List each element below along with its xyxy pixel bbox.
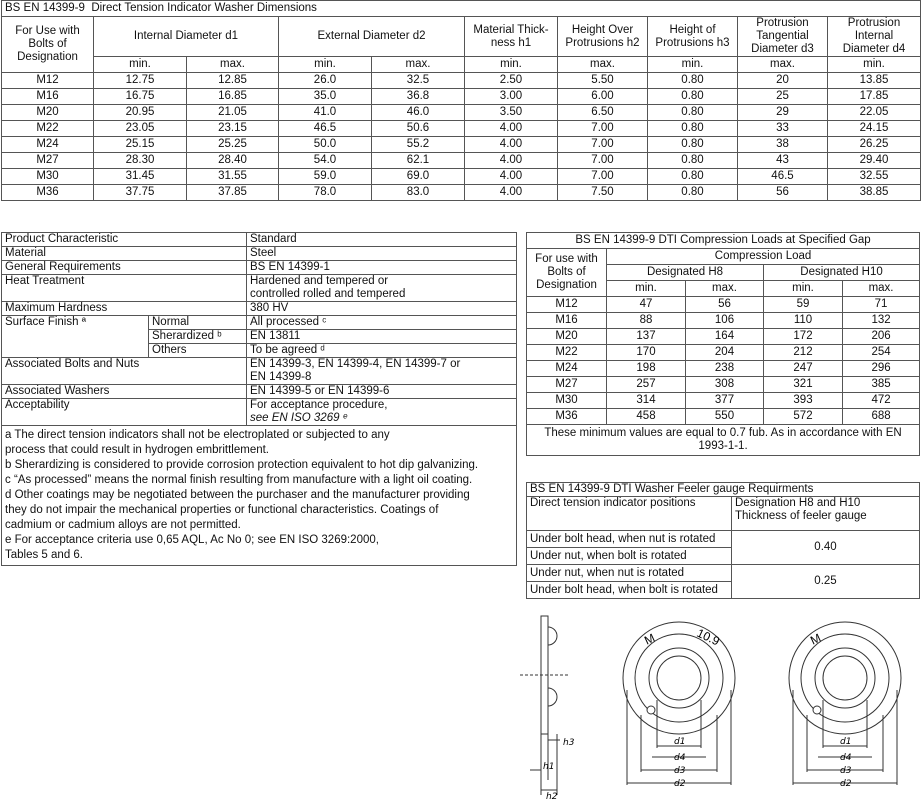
char-surface-type: Others — [149, 344, 247, 358]
footnote-line: they do not impair the mechanical properties or functional characteristics. Coatings of — [5, 504, 439, 516]
bolt-designation: M12 — [2, 73, 94, 89]
load-cell: 172 — [764, 329, 843, 345]
bolt-designation: M16 — [527, 313, 607, 329]
washer2-mark-m: M — [808, 630, 824, 648]
sub-header: min. — [648, 57, 738, 73]
dimension-cell: 41.0 — [279, 105, 372, 121]
dimension-cell: 5.50 — [558, 73, 648, 89]
dimension-cell: 46.5 — [738, 169, 828, 185]
dimension-cell: 4.00 — [465, 153, 558, 169]
sub-header: max. — [686, 281, 764, 297]
sub-header: max. — [738, 57, 828, 73]
bolt-designation: M20 — [2, 105, 94, 121]
bolt-designation: M36 — [527, 409, 607, 425]
footnote-line: Tables 5 and 6. — [5, 549, 84, 561]
char-general-label: General Requirements — [2, 261, 247, 275]
load-cell: 71 — [843, 297, 920, 313]
bolt-designation: M22 — [527, 345, 607, 361]
dimension-cell: 0.80 — [648, 169, 738, 185]
dimension-cell: 28.40 — [187, 153, 279, 169]
dimension-cell: 59.0 — [279, 169, 372, 185]
dimension-cell: 46.0 — [372, 105, 465, 121]
char-head-left: Product Characteristic — [2, 233, 247, 247]
h1-label: h1 — [543, 762, 555, 772]
load-cell: 572 — [764, 409, 843, 425]
load-cell: 170 — [607, 345, 686, 361]
d2-label: d2 — [840, 779, 852, 789]
dimension-cell: 17.85 — [828, 89, 921, 105]
dimension-cell: 31.55 — [187, 169, 279, 185]
sub-header: min. — [607, 281, 686, 297]
dimension-cell: 6.50 — [558, 105, 648, 121]
h2-label: h2 — [546, 792, 558, 801]
dimension-cell: 32.55 — [828, 169, 921, 185]
dimensions-title: BS EN 14399-9 Direct Tension Indicator Washer Dimensions — [2, 1, 921, 17]
load-cell: 550 — [686, 409, 764, 425]
bolt-designation: M20 — [527, 329, 607, 345]
dimension-cell: 33 — [738, 121, 828, 137]
sub-header: max. — [187, 57, 279, 73]
load-cell: 308 — [686, 377, 764, 393]
dimension-cell: 21.05 — [187, 105, 279, 121]
bolt-designation: M24 — [527, 361, 607, 377]
load-cell: 212 — [764, 345, 843, 361]
dimension-cell: 12.85 — [187, 73, 279, 89]
dimension-cell: 28.30 — [94, 153, 187, 169]
bolt-designation: M22 — [2, 121, 94, 137]
bolt-designation: M30 — [2, 169, 94, 185]
dimension-cell: 54.0 — [279, 153, 372, 169]
footnote-line: cadmium or cadmium alloys are not permitted. — [5, 519, 241, 531]
compression-h8: Designated H8 — [607, 265, 764, 281]
feeler-col2: Designation H8 and H10 Thickness of feeler gauge — [732, 497, 920, 531]
bolt-designation: M36 — [2, 185, 94, 201]
footnote-line: e For acceptance criteria use 0,65 AQL, Ac No 0; see EN ISO 3269:2000, — [5, 534, 379, 546]
dimension-cell: 62.1 — [372, 153, 465, 169]
load-cell: 56 — [686, 297, 764, 313]
compression-load-header: Compression Load — [607, 249, 920, 265]
load-cell: 472 — [843, 393, 920, 409]
dimension-cell: 78.0 — [279, 185, 372, 201]
char-general-value: BS EN 14399-1 — [247, 261, 517, 275]
bolt-designation: M16 — [2, 89, 94, 105]
washer1-mark-grade: 10.9 — [694, 625, 722, 649]
compression-bolt-header: For use with Bolts of Designation — [527, 249, 607, 297]
feeler-value: 0.40 — [732, 531, 920, 565]
load-cell: 393 — [764, 393, 843, 409]
header-d1: Internal Diameter d1 — [94, 17, 279, 57]
header-d4: Protrusion Internal Diameter d4 — [828, 17, 921, 57]
dimension-cell: 37.75 — [94, 185, 187, 201]
washer-dot-1 — [647, 706, 655, 714]
dimension-cell: 4.00 — [465, 121, 558, 137]
char-heat-label: Heat Treatment — [2, 275, 247, 302]
load-cell: 88 — [607, 313, 686, 329]
char-washers-value: EN 14399-5 or EN 14399-6 — [247, 385, 517, 399]
char-surface-label: Surface Finish ª — [2, 316, 149, 358]
footnote-line: c “As processed” means the normal finish resulting from manufacture with a light oil coating. — [5, 474, 473, 486]
dimension-cell: 25 — [738, 89, 828, 105]
dimension-cell: 3.00 — [465, 89, 558, 105]
char-bolts-value: EN 14399-3, EN 14399-4, EN 14399-7 or EN 14399-8 — [247, 358, 517, 385]
feeler-row: Under bolt head, when bolt is rotated — [527, 582, 732, 599]
dimension-cell: 16.85 — [187, 89, 279, 105]
bolt-designation: M27 — [2, 153, 94, 169]
dimension-cell: 35.0 — [279, 89, 372, 105]
load-cell: 247 — [764, 361, 843, 377]
h3-label: h3 — [563, 738, 575, 748]
dimension-cell: 7.00 — [558, 169, 648, 185]
char-surface-type: Normal — [149, 316, 247, 330]
dimension-cell: 22.05 — [828, 105, 921, 121]
load-cell: 314 — [607, 393, 686, 409]
dimension-cell: 0.80 — [648, 137, 738, 153]
footnote-line: d Other coatings may be negotiated between the purchaser and the manufacturer providing — [5, 489, 470, 501]
dimension-cell: 7.00 — [558, 121, 648, 137]
dimension-cell: 0.80 — [648, 153, 738, 169]
dimension-cell: 56 — [738, 185, 828, 201]
char-surface-value: All processed ᶜ — [247, 316, 517, 330]
dimension-cell: 16.75 — [94, 89, 187, 105]
dimension-cell: 25.15 — [94, 137, 187, 153]
load-cell: 106 — [686, 313, 764, 329]
d4-label: d4 — [840, 753, 852, 763]
dimension-cell: 3.50 — [465, 105, 558, 121]
dimension-cell: 36.8 — [372, 89, 465, 105]
char-bolts-label: Associated Bolts and Nuts — [2, 358, 247, 385]
char-accept-value: For acceptance procedure, see EN ISO 3269 ᵉ — [247, 399, 517, 426]
dimension-cell: 0.80 — [648, 185, 738, 201]
dimension-cell: 29.40 — [828, 153, 921, 169]
d3-label: d3 — [840, 766, 852, 776]
dimension-cell: 7.00 — [558, 137, 648, 153]
dimension-cell: 50.0 — [279, 137, 372, 153]
dimension-cell: 12.75 — [94, 73, 187, 89]
washer1-mark-m: M — [642, 630, 658, 648]
header-h1: Material Thick-ness h1 — [465, 17, 558, 57]
dimension-cell: 50.6 — [372, 121, 465, 137]
compression-h10: Designated H10 — [764, 265, 920, 281]
dimension-cell: 6.00 — [558, 89, 648, 105]
header-d2: External Diameter d2 — [279, 17, 465, 57]
dimension-cell: 32.5 — [372, 73, 465, 89]
sub-header: max. — [558, 57, 648, 73]
dimension-cell: 29 — [738, 105, 828, 121]
load-cell: 47 — [607, 297, 686, 313]
dimension-cell: 13.85 — [828, 73, 921, 89]
sub-header: min. — [465, 57, 558, 73]
sub-header: min. — [94, 57, 187, 73]
load-cell: 137 — [607, 329, 686, 345]
dimension-cell: 24.15 — [828, 121, 921, 137]
dimension-cell: 38 — [738, 137, 828, 153]
footnote-line: b Sherardizing is considered to provide corrosion protection equivalent to hot dip galvanizing. — [5, 459, 479, 471]
dimension-cell: 4.00 — [465, 169, 558, 185]
dimension-cell: 37.85 — [187, 185, 279, 201]
char-accept-label: Acceptability — [2, 399, 247, 426]
char-surface-type: Sherardized ᵇ — [149, 330, 247, 344]
feeler-title: BS EN 14399-9 DTI Washer Feeler gauge Requirments — [527, 483, 920, 497]
load-cell: 385 — [843, 377, 920, 393]
load-cell: 377 — [686, 393, 764, 409]
header-d3: Protrusion Tangential Diameter d3 — [738, 17, 828, 57]
header-h3: Height of Protrusions h3 — [648, 17, 738, 57]
dimension-cell: 0.80 — [648, 105, 738, 121]
load-cell: 688 — [843, 409, 920, 425]
washer-dot-2 — [813, 706, 821, 714]
load-cell: 164 — [686, 329, 764, 345]
char-material-label: Material — [2, 247, 247, 261]
feeler-value: 0.25 — [732, 565, 920, 599]
char-washers-label: Associated Washers — [2, 385, 247, 399]
dimension-cell: 46.5 — [279, 121, 372, 137]
d2-label: d2 — [674, 779, 686, 789]
dimension-cell: 7.50 — [558, 185, 648, 201]
bolt-designation: M30 — [527, 393, 607, 409]
dimension-cell: 83.0 — [372, 185, 465, 201]
dimension-cell: 2.50 — [465, 73, 558, 89]
load-cell: 110 — [764, 313, 843, 329]
load-cell: 204 — [686, 345, 764, 361]
char-heat-value: Hardened and tempered or controlled rolled and tempered — [247, 275, 517, 302]
d1-label: d1 — [840, 737, 852, 747]
load-cell: 254 — [843, 345, 920, 361]
dimension-cell: 26.0 — [279, 73, 372, 89]
load-cell: 59 — [764, 297, 843, 313]
sub-header: max. — [843, 281, 920, 297]
char-hardness-label: Maximum Hardness — [2, 302, 247, 316]
dimension-cell: 38.85 — [828, 185, 921, 201]
feeler-row: Under bolt head, when nut is rotated — [527, 531, 732, 548]
header-h2: Height Over Protrusions h2 — [558, 17, 648, 57]
feeler-row: Under nut, when bolt is rotated — [527, 548, 732, 565]
dimension-cell: 7.00 — [558, 153, 648, 169]
load-cell: 238 — [686, 361, 764, 377]
footnote-line: process that could result in hydrogen embrittlement. — [5, 444, 269, 456]
compression-note: These minimum values are equal to 0.7 fub. As in accordance with EN 1993-1-1. — [527, 425, 920, 456]
dimension-cell: 25.25 — [187, 137, 279, 153]
bolt-designation: M27 — [527, 377, 607, 393]
char-hardness-value: 380 HV — [247, 302, 517, 316]
sub-header: min. — [764, 281, 843, 297]
dimension-cell: 4.00 — [465, 185, 558, 201]
char-material-value: Steel — [247, 247, 517, 261]
char-surface-value: To be agreed ᵈ — [247, 344, 517, 358]
sub-header: max. — [372, 57, 465, 73]
bolt-designation: M12 — [527, 297, 607, 313]
load-cell: 257 — [607, 377, 686, 393]
dimension-cell: 43 — [738, 153, 828, 169]
load-cell: 321 — [764, 377, 843, 393]
char-head-right: Standard — [247, 233, 517, 247]
compression-title: BS EN 14399-9 DTI Compression Loads at Specified Gap — [527, 233, 920, 249]
sub-header: min. — [279, 57, 372, 73]
dimension-cell: 26.25 — [828, 137, 921, 153]
dimension-cell: 20.95 — [94, 105, 187, 121]
load-cell: 458 — [607, 409, 686, 425]
dimension-cell: 23.05 — [94, 121, 187, 137]
dimension-cell: 69.0 — [372, 169, 465, 185]
dimension-cell: 0.80 — [648, 89, 738, 105]
header-bolt: For Use with Bolts of Designation — [2, 17, 94, 73]
char-surface-value: EN 13811 — [247, 330, 517, 344]
footnote-line: a The direct tension indicators shall not be electroplated or subjected to any — [5, 429, 390, 441]
bolt-designation: M24 — [2, 137, 94, 153]
dimension-cell: 4.00 — [465, 137, 558, 153]
load-cell: 296 — [843, 361, 920, 377]
dimension-cell: 0.80 — [648, 121, 738, 137]
load-cell: 132 — [843, 313, 920, 329]
load-cell: 206 — [843, 329, 920, 345]
feeler-col1: Direct tension indicator positions — [527, 497, 732, 531]
dimension-cell: 23.15 — [187, 121, 279, 137]
feeler-row: Under nut, when nut is rotated — [527, 565, 732, 582]
dimension-cell: 0.80 — [648, 73, 738, 89]
dimension-cell: 31.45 — [94, 169, 187, 185]
load-cell: 198 — [607, 361, 686, 377]
d4-label: d4 — [674, 753, 686, 763]
sub-header: min. — [828, 57, 921, 73]
d1-label: d1 — [674, 737, 686, 747]
d3-label: d3 — [674, 766, 686, 776]
dimension-cell: 20 — [738, 73, 828, 89]
dimension-cell: 55.2 — [372, 137, 465, 153]
